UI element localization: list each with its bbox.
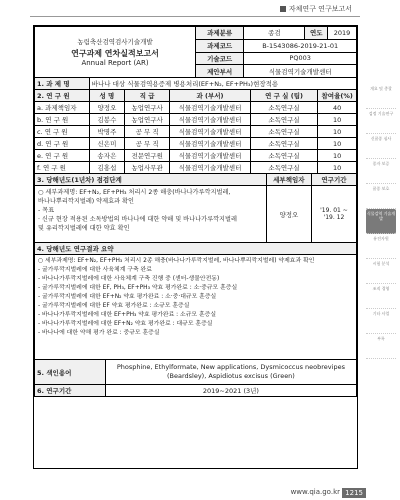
- researcher-row: [35, 150, 357, 162]
- duration-value: 2019~2021 (3년): [105, 385, 356, 397]
- report-subtitle: Annual Report (AR): [81, 59, 149, 67]
- col-lab: 연 구 실 (팀): [250, 90, 318, 102]
- stage-line: - 목표: [38, 207, 55, 214]
- result-line: - 바나나가루깍지벌레에 대한 EF+PH₃ 약효 평가완료 : 소규모 훈증실: [38, 312, 217, 318]
- stage-content: [35, 186, 267, 243]
- lab: 소독연구실: [250, 102, 318, 114]
- rate: 10: [318, 126, 357, 138]
- rank: 농업연구사: [125, 102, 170, 114]
- col-rate: 참여율(%): [318, 90, 357, 102]
- side-tab[interactable]: 개요 및 총괄: [366, 84, 396, 109]
- role: a. 과제책임자: [35, 102, 90, 114]
- dept: 식물검역기술개발센터: [170, 150, 251, 162]
- result-line: - 굴가루깍지벌레에 대한 사육체계 구축 완료: [38, 267, 152, 273]
- rank: 전문연구원: [125, 150, 170, 162]
- side-tab[interactable]: 시험 분석: [366, 259, 396, 284]
- period-end: '19. 12: [323, 214, 345, 221]
- tech-label: 기술코드: [196, 52, 244, 65]
- dept-value: 식물검역기술개발센터: [244, 65, 357, 78]
- running-header: [280, 4, 352, 14]
- year-value: 2019: [328, 27, 357, 40]
- lab: 소독연구실: [250, 114, 318, 126]
- side-tab[interactable]: 검정 기술연구: [366, 109, 396, 134]
- rank: 농업사무관: [125, 162, 170, 174]
- side-tabs: [366, 84, 396, 359]
- index-label: 5. 색인용어: [35, 360, 106, 385]
- dept: 식물검역기술개발센터: [170, 102, 251, 114]
- report-title: 연구과제 연차실적보고서: [71, 49, 159, 58]
- side-tab[interactable]: 부록: [366, 334, 396, 359]
- researcher-row: [35, 162, 357, 174]
- side-tab-active[interactable]: 식물검역 기술개발: [366, 209, 396, 234]
- result-line: - 바나나가루깍지벌레에 대한 사육체계 구축 진행 중 (센터-생물안전동): [38, 276, 220, 282]
- result-line: - 굴가루깍지벌레에 대한 EF 약효 평가완료 : 소규모 훈증실: [38, 303, 190, 309]
- result-line: - 굴가루깍지벌레에 대한 EF, PH₃, EF+PH₃ 약효 평가완료 : 소·중규모 훈증실: [38, 285, 238, 291]
- index-line: Phosphine, Ethylformate, New applications, Dysmicoccus neobrevipes: [116, 363, 345, 371]
- org-name: 농림축산검역검사기술개발: [77, 38, 153, 46]
- col-dept: 과 (부서): [170, 90, 251, 102]
- code-value: B-1543086-2019-21-01: [244, 39, 357, 52]
- title-block: [35, 27, 196, 78]
- role: e. 연 구 원: [35, 150, 90, 162]
- dept: 식물검역기술개발센터: [170, 162, 251, 174]
- field-value: 종검: [244, 27, 305, 40]
- side-tab[interactable]: 유전자원: [366, 234, 396, 259]
- researcher-row: [35, 102, 357, 114]
- researcher-row: [35, 138, 357, 150]
- dept: 식물검역기술개발센터: [170, 138, 251, 150]
- project-name-value: 바나나 대상 식물검역용증제 병용처리(EF+N₂, EF+PH₃)현장적용: [89, 78, 356, 90]
- role: c. 연 구 원: [35, 126, 90, 138]
- name: 김봉수: [89, 114, 124, 126]
- stage-table: [34, 173, 357, 243]
- rank: 농업연구사: [125, 114, 170, 126]
- tech-value: PQ003: [244, 52, 357, 65]
- result-line: ○ 세부과제명: EF+N₂, EF+PH₃ 처리시 2종 해충(바나나가루깍지벌레, 바나나뿌리깍지벌레) 약제효과 확인: [38, 258, 315, 264]
- stage-line: · 신규 현장 적용된 소독방법의 바나나에 대한 약해 및 바나나가루깍지벌레: [38, 216, 237, 223]
- side-tab[interactable]: 기타 사업: [366, 309, 396, 334]
- lab: 소독연구실: [250, 162, 318, 174]
- section-mark-icon: [280, 6, 286, 12]
- code-label: 과제코드: [196, 39, 244, 52]
- result-line: - 바나나에 대한 약해 평가 완료 : 중규모 훈증실: [38, 330, 160, 336]
- lab: 소독연구실: [250, 138, 318, 150]
- role: b. 연 구 원: [35, 114, 90, 126]
- index-line: (Beardsley), Aspidiotus excisus (Green): [166, 372, 295, 380]
- field-label: 과제분류: [196, 27, 244, 40]
- role: f. 연 구 원: [35, 162, 90, 174]
- result-line: - 바나나가루깍지벌레에 대한 EF+N₂ 약효 평가완료 : 대규모 훈증실: [38, 321, 213, 327]
- result-table: [34, 242, 357, 360]
- rank: 공 무 직: [125, 138, 170, 150]
- period-value: [311, 186, 356, 243]
- rank: 공 무 직: [125, 126, 170, 138]
- dept-label: 제안부서: [196, 65, 244, 78]
- side-tab[interactable]: 신품종 심사: [366, 134, 396, 159]
- rate: 40: [318, 102, 357, 114]
- index-table: [34, 359, 357, 397]
- name: 송자은: [89, 150, 124, 162]
- researcher-table: [34, 77, 357, 174]
- rate: 10: [318, 162, 357, 174]
- year-label: 연도: [305, 27, 328, 40]
- stage-line: 바나나뿌리깍지벌레) 약제효과 확인: [38, 198, 135, 205]
- project-name-label: 1. 과 제 명: [35, 78, 90, 90]
- role: d. 연 구 원: [35, 138, 90, 150]
- stage-line: ○ 세부과제명: EF+N₂, EF+PH₃ 처리시 2종 해충(바나나가루깍지벌레,: [38, 189, 231, 196]
- researcher-row: [35, 114, 357, 126]
- result-label: 4. 당해년도 연구결과 요약: [35, 243, 357, 255]
- report-form: [33, 25, 358, 469]
- page-number: 1215: [342, 488, 366, 498]
- researcher-label: 2. 연 구 원: [35, 90, 90, 102]
- header-rule: [30, 16, 360, 17]
- name: 김홍섭: [89, 162, 124, 174]
- result-content: [35, 255, 357, 360]
- period-start: '19. 01 ~: [320, 207, 348, 214]
- result-line: - 굴가루깍지벌레에 대한 EF+N₂ 약효 평가완료 : 소·중·대규모 훈증실: [38, 294, 217, 300]
- duration-label: 6. 연구기간: [35, 385, 106, 397]
- period-label: 연구기간: [311, 174, 356, 186]
- footer-url[interactable]: www.qia.go.kr: [290, 488, 340, 496]
- dept: 식물검역기술개발센터: [170, 114, 251, 126]
- col-name: 성 명: [89, 90, 124, 102]
- summary-table: [34, 26, 357, 78]
- dept: 식물검역기술개발센터: [170, 126, 251, 138]
- stage-line: 및 유리깍지벌레에 대한 약효 확인: [38, 225, 130, 232]
- chief-label: 세부책임자: [266, 174, 311, 186]
- chief-name: 양정오: [266, 186, 311, 243]
- side-tab[interactable]: 조직 경영: [366, 284, 396, 309]
- name: 신은미: [89, 138, 124, 150]
- lab: 소독연구실: [250, 126, 318, 138]
- index-value: [105, 360, 356, 385]
- section-title: 자체연구 연구보고서: [288, 5, 352, 13]
- name: 양정오: [89, 102, 124, 114]
- lab: 소독연구실: [250, 150, 318, 162]
- rate: 10: [318, 138, 357, 150]
- researcher-row: [35, 126, 357, 138]
- col-rank: 직 급: [125, 90, 170, 102]
- name: 박명주: [89, 126, 124, 138]
- side-tab[interactable]: 종자 보증: [366, 159, 396, 184]
- rate: 10: [318, 114, 357, 126]
- side-tab[interactable]: 품종 보호: [366, 184, 396, 209]
- stage-label: 3. 당해년도(1년차) 점검단계: [35, 174, 267, 186]
- rate: 10: [318, 150, 357, 162]
